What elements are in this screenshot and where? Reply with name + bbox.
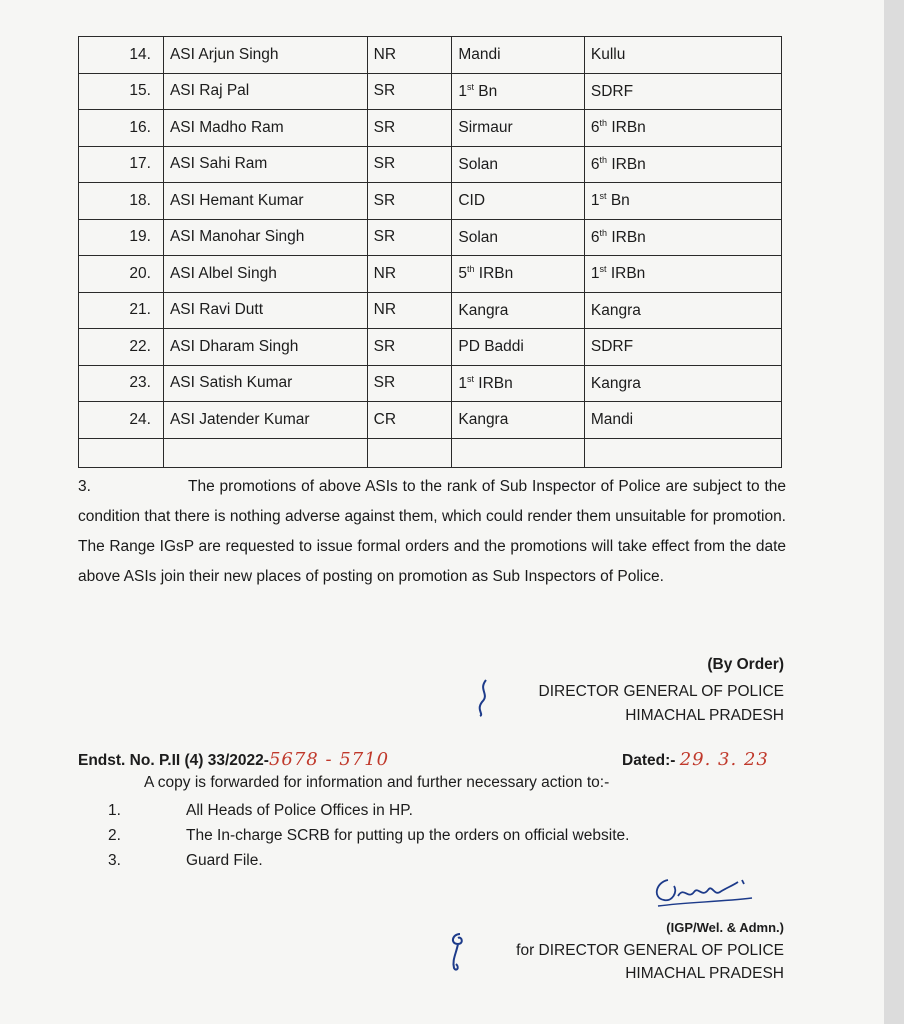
posted-to: [584, 402, 781, 439]
range-code-range: SR: [373, 191, 396, 209]
posted-from: [452, 329, 585, 366]
dated-label: Dated:-: [622, 752, 676, 769]
posted-from-from-rest: Bn: [474, 82, 498, 100]
posted-from-from: Mandi: [458, 46, 501, 64]
row-number-no: 21.: [129, 301, 151, 319]
row-number: [79, 219, 164, 256]
empty-cell: [584, 438, 781, 467]
officer-name: [163, 183, 367, 220]
table-row: [79, 110, 782, 147]
officer-name: [163, 219, 367, 256]
range-code-range: SR: [373, 155, 396, 173]
row-number: [79, 110, 164, 147]
empty-cell: [452, 438, 585, 467]
scan-edge-strip: [884, 0, 904, 1024]
officer-name: [163, 292, 367, 329]
officer-name-name: ASI Satish Kumar: [169, 374, 293, 392]
posted-to-to-rest: IRBn: [607, 228, 646, 246]
posted-to-to-sup: th: [599, 154, 608, 165]
posted-from-from-rest: IRBn: [474, 265, 514, 283]
initials-mark-2: [444, 928, 470, 974]
range-code-range: SR: [373, 337, 396, 355]
row-number-no: 20.: [129, 264, 151, 282]
posted-to-to: Kullu: [590, 46, 626, 64]
officer-name-name: ASI Dharam Singh: [169, 337, 299, 355]
row-number: [79, 256, 164, 293]
posted-from-from: PD Baddi: [458, 338, 524, 356]
posted-from-from: 1: [458, 374, 467, 392]
posted-from: [452, 256, 585, 293]
officer-name: [163, 37, 367, 74]
initials-mark-1: [472, 676, 496, 718]
officer-name-name: ASI Jatender Kumar: [169, 410, 310, 428]
range-code: [367, 402, 452, 439]
posted-to-to: SDRF: [590, 338, 634, 356]
range-code-range: SR: [373, 82, 396, 100]
range-code: [367, 146, 452, 183]
paragraph-text: The promotions of above ASIs to the rank of Sub Inspector of Police are subject to the condition that there is nothing adverse against them, which could render them unsuitable for promotion. The Range IGsP are requested to issue formal orders and the promotions will take effect from the date above ASIs join their new places of posting on promotion as Sub Inspectors of Police.: [78, 478, 786, 585]
table-row-empty: [79, 438, 782, 467]
posted-from-from: Sirmaur: [458, 119, 513, 137]
endorsement-date: [622, 749, 769, 770]
posted-from: [452, 292, 585, 329]
empty-cell: [163, 438, 367, 467]
range-code: [367, 73, 452, 110]
posted-to: [584, 329, 781, 366]
table-row: [79, 329, 782, 366]
posted-from: [452, 365, 585, 402]
posted-from-from-sup: th: [466, 264, 475, 275]
range-code-range: NR: [373, 264, 397, 282]
list-item: [108, 823, 629, 848]
range-code: [367, 256, 452, 293]
signatory-state-2: HIMACHAL PRADESH: [625, 965, 784, 982]
row-number: [79, 146, 164, 183]
row-number: [79, 73, 164, 110]
posted-to-to: SDRF: [590, 82, 634, 100]
posted-from-from: Solan: [458, 228, 499, 246]
posted-from-from-sup: st: [466, 81, 474, 92]
row-number-no: 17.: [129, 155, 151, 173]
posted-from: [452, 402, 585, 439]
table-row: [79, 292, 782, 329]
officer-name: [163, 329, 367, 366]
range-code: [367, 110, 452, 147]
officer-name: [163, 73, 367, 110]
posted-from-from-sup: st: [466, 373, 474, 384]
posted-from-from: CID: [458, 192, 486, 210]
range-code: [367, 183, 452, 220]
row-number: [79, 329, 164, 366]
signatory-state: HIMACHAL PRADESH: [625, 707, 784, 724]
posted-from: [452, 219, 585, 256]
dated-handwritten: 29. 3. 23: [679, 749, 769, 770]
officer-name-name: ASI Arjun Singh: [169, 45, 279, 63]
range-code-range: SR: [373, 228, 396, 246]
posted-to-to: Kangra: [590, 374, 641, 392]
posted-from-from: 1: [458, 82, 467, 100]
row-number-no: 14.: [129, 45, 151, 63]
posted-to-to-sup: st: [599, 264, 607, 275]
list-item: [108, 848, 629, 873]
officer-name: [163, 365, 367, 402]
endorsement-reference: [78, 749, 389, 770]
range-code-range: NR: [373, 45, 397, 63]
list-item: [108, 798, 629, 823]
endorsement-ref-handwritten: 5678 - 5710: [268, 749, 390, 770]
handwritten-signature: [648, 872, 758, 912]
posted-to-to-sup: th: [599, 227, 608, 238]
posted-to-to-sup: st: [599, 191, 607, 202]
table-row: [79, 183, 782, 220]
posted-to: [584, 365, 781, 402]
posted-to: [584, 183, 781, 220]
promotion-table-body: [79, 37, 782, 468]
range-code-range: SR: [373, 118, 396, 136]
posted-to: [584, 37, 781, 74]
officer-name-name: ASI Raj Pal: [169, 82, 250, 100]
officer-name-name: ASI Manohar Singh: [169, 228, 305, 246]
signatory-title: DIRECTOR GENERAL OF POLICE: [538, 683, 784, 700]
officer-name-name: ASI Albel Singh: [169, 264, 277, 282]
list-item-text: All Heads of Police Offices in HP.: [186, 802, 413, 819]
empty-cell: [367, 438, 452, 467]
posted-to-to-rest: IRBn: [607, 119, 646, 137]
posted-from: [452, 146, 585, 183]
officer-name: [163, 402, 367, 439]
posted-to-to: Kangra: [590, 301, 641, 319]
posted-to-to: 1: [590, 192, 600, 210]
table-row: [79, 219, 782, 256]
row-number-no: 24.: [129, 410, 151, 428]
posted-to: [584, 73, 781, 110]
posted-to: [584, 110, 781, 147]
by-order-label: (By Order): [707, 656, 784, 673]
officer-name-name: ASI Sahi Ram: [169, 155, 268, 173]
paragraph-3: [78, 472, 786, 592]
posted-to-to-rest: Bn: [606, 192, 630, 210]
table-row: [79, 146, 782, 183]
posted-from-from: Solan: [458, 155, 499, 173]
range-code-range: SR: [373, 374, 396, 392]
range-code: [367, 329, 452, 366]
row-number-no: 23.: [129, 374, 151, 392]
empty-cell: [79, 438, 164, 467]
list-item-number: 3.: [108, 852, 121, 869]
officer-name: [163, 146, 367, 183]
range-code: [367, 219, 452, 256]
posted-to-to: 6: [590, 155, 600, 173]
row-number: [79, 402, 164, 439]
officer-name-name: ASI Madho Ram: [169, 118, 284, 136]
table-row: [79, 73, 782, 110]
table-row: [79, 402, 782, 439]
list-item-number: 1.: [108, 802, 121, 819]
signature-block-2: [516, 916, 784, 985]
row-number-no: 16.: [129, 118, 151, 136]
posted-to: [584, 146, 781, 183]
range-code: [367, 292, 452, 329]
list-item-number: 2.: [108, 827, 121, 844]
posted-to-to: 6: [590, 228, 600, 246]
posted-to: [584, 219, 781, 256]
range-code-range: NR: [373, 301, 397, 319]
row-number-no: 15.: [129, 82, 151, 100]
officer-name-name: ASI Ravi Dutt: [169, 301, 263, 319]
officer-name: [163, 110, 367, 147]
copy-forwarded-text: A copy is forwarded for information and further necessary action to:-: [144, 774, 610, 791]
range-code-range: CR: [373, 410, 397, 428]
row-number-no: 18.: [129, 191, 151, 209]
table-row: [79, 256, 782, 293]
table-row: [79, 37, 782, 74]
promotion-table: [78, 36, 782, 468]
signatory-designation: (IGP/Wel. & Admn.): [666, 920, 784, 935]
posted-from-from: 5: [458, 265, 467, 283]
posted-to-to-rest: IRBn: [606, 265, 646, 283]
posted-to-to: Mandi: [590, 411, 634, 429]
row-number: [79, 365, 164, 402]
posted-to-to: 6: [590, 119, 600, 137]
endorsement-ref-label: Endst. No. P.II (4) 33/2022-: [78, 752, 269, 769]
row-number: [79, 37, 164, 74]
posted-to-to-rest: IRBn: [607, 155, 646, 173]
row-number: [79, 292, 164, 329]
posted-from: [452, 37, 585, 74]
range-code: [367, 37, 452, 74]
range-code: [367, 365, 452, 402]
list-item-text: The In-charge SCRB for putting up the orders on official website.: [186, 827, 630, 844]
list-item-text: Guard File.: [186, 852, 263, 869]
posted-from: [452, 183, 585, 220]
paragraph-number: 3.: [78, 478, 91, 495]
signatory-title-2: for DIRECTOR GENERAL OF POLICE: [516, 942, 784, 959]
row-number: [79, 183, 164, 220]
posted-from: [452, 73, 585, 110]
posted-from-from-rest: IRBn: [474, 374, 513, 392]
table-row: [79, 365, 782, 402]
row-number-no: 19.: [129, 228, 151, 246]
row-number-no: 22.: [129, 337, 151, 355]
officer-name: [163, 256, 367, 293]
officer-name-name: ASI Hemant Kumar: [169, 191, 304, 209]
copy-recipient-list: [108, 798, 629, 873]
posted-from: [452, 110, 585, 147]
posted-to-to-sup: th: [599, 118, 608, 129]
posted-to: [584, 292, 781, 329]
posted-from-from: Kangra: [458, 301, 509, 319]
posted-to: [584, 256, 781, 293]
posted-from-from: Kangra: [458, 411, 509, 429]
posted-to-to: 1: [590, 265, 600, 283]
signature-block-1: [539, 680, 784, 728]
